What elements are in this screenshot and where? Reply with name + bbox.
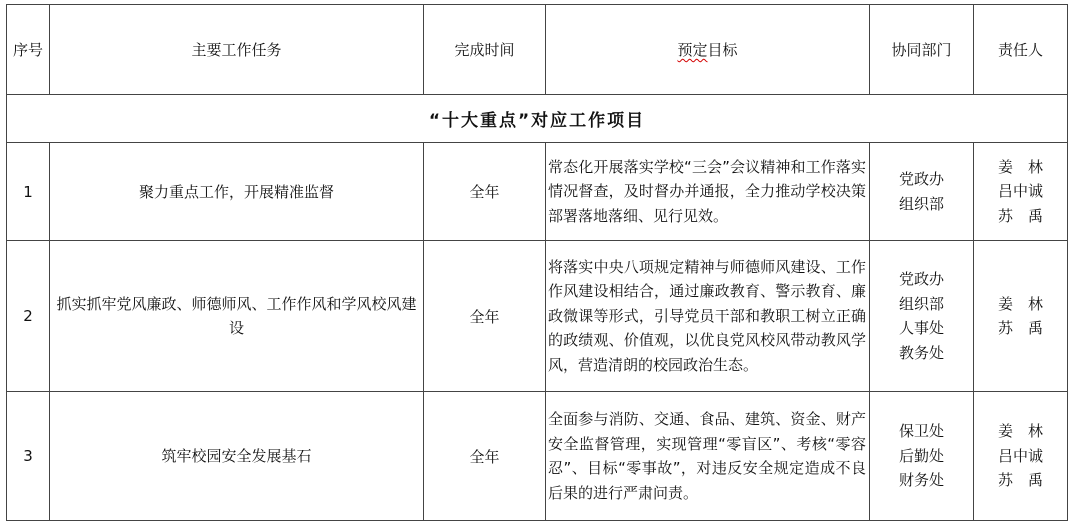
header-task: 主要工作任务 (50, 5, 424, 95)
row-task: 聚力重点工作，开展精准监督 (50, 143, 424, 241)
dept-item: 党政办 (898, 270, 944, 288)
header-row (7, 5, 1068, 95)
dept-item: 教务处 (898, 343, 944, 362)
owner-item: 苏 禹 (997, 319, 1043, 337)
row-owners (974, 241, 1068, 392)
dept-item: 财务处 (898, 471, 944, 490)
header-goal-rest: 目标 (707, 41, 738, 59)
header-goal-underlined: 预定 (677, 41, 708, 59)
section-title: “十大重点”对应工作项目 (7, 95, 1068, 143)
header-seq: 序号 (7, 5, 50, 95)
owner-item: 苏 禹 (997, 206, 1043, 225)
owner-item: 吕中诚 (997, 182, 1043, 201)
row-goal: 常态化开展落实学校“三会”会议精神和工作落实情况督查，及时督办并通报，全力推动学校决策部署落地落细、见行见效。 (546, 143, 870, 241)
row-depts (870, 241, 974, 392)
row-owners (974, 143, 1068, 241)
dept-item: 组织部 (898, 194, 944, 213)
header-time: 完成时间 (424, 5, 546, 95)
header-owner: 责任人 (974, 5, 1068, 95)
dept-item: 党政办 (898, 170, 944, 188)
dept-item: 组织部 (898, 294, 944, 313)
dept-item: 保卫处 (898, 422, 944, 441)
header-goal (546, 5, 870, 95)
row-task: 筑牢校园安全发展基石 (50, 392, 424, 521)
row-time: 全年 (424, 241, 546, 392)
row-depts (870, 143, 974, 241)
owner-item: 吕中诚 (997, 446, 1043, 465)
dept-item: 后勤处 (898, 446, 944, 465)
header-dept: 协同部门 (870, 5, 974, 95)
owner-item: 姜 林 (997, 422, 1043, 441)
row-goal: 全面参与消防、交通、食品、建筑、资金、财产安全监督管理，实现管理“零盲区”、考核“零容忍”、目标“零事故”，对违反安全规定造成不良后果的进行严肃问责。 (546, 392, 870, 521)
row-depts (870, 392, 974, 521)
row-owners (974, 392, 1068, 521)
owner-item: 姜 林 (997, 294, 1043, 313)
table-row (7, 143, 1068, 241)
row-seq: 1 (7, 143, 50, 241)
dept-item: 人事处 (898, 319, 944, 337)
row-task: 抓实抓牢党风廉政、师德师风、工作作风和学风校风建设 (50, 241, 424, 392)
owner-item: 苏 禹 (997, 471, 1043, 490)
row-time: 全年 (424, 392, 546, 521)
row-goal: 将落实中央八项规定精神与师德师风建设、工作作风建设相结合，通过廉政教育、警示教育、廉政微课等形式，引导党员干部和教职工树立正确的政绩观、价值观，以优良党风校风带动教风学风，营造清朗的校园政治生态。 (546, 241, 870, 392)
table-row (7, 241, 1068, 392)
row-seq: 2 (7, 241, 50, 392)
row-seq: 3 (7, 392, 50, 521)
row-time: 全年 (424, 143, 546, 241)
work-plan-table (6, 4, 1068, 521)
section-row (7, 95, 1068, 143)
owner-item: 姜 林 (997, 157, 1043, 176)
table-row (7, 392, 1068, 521)
